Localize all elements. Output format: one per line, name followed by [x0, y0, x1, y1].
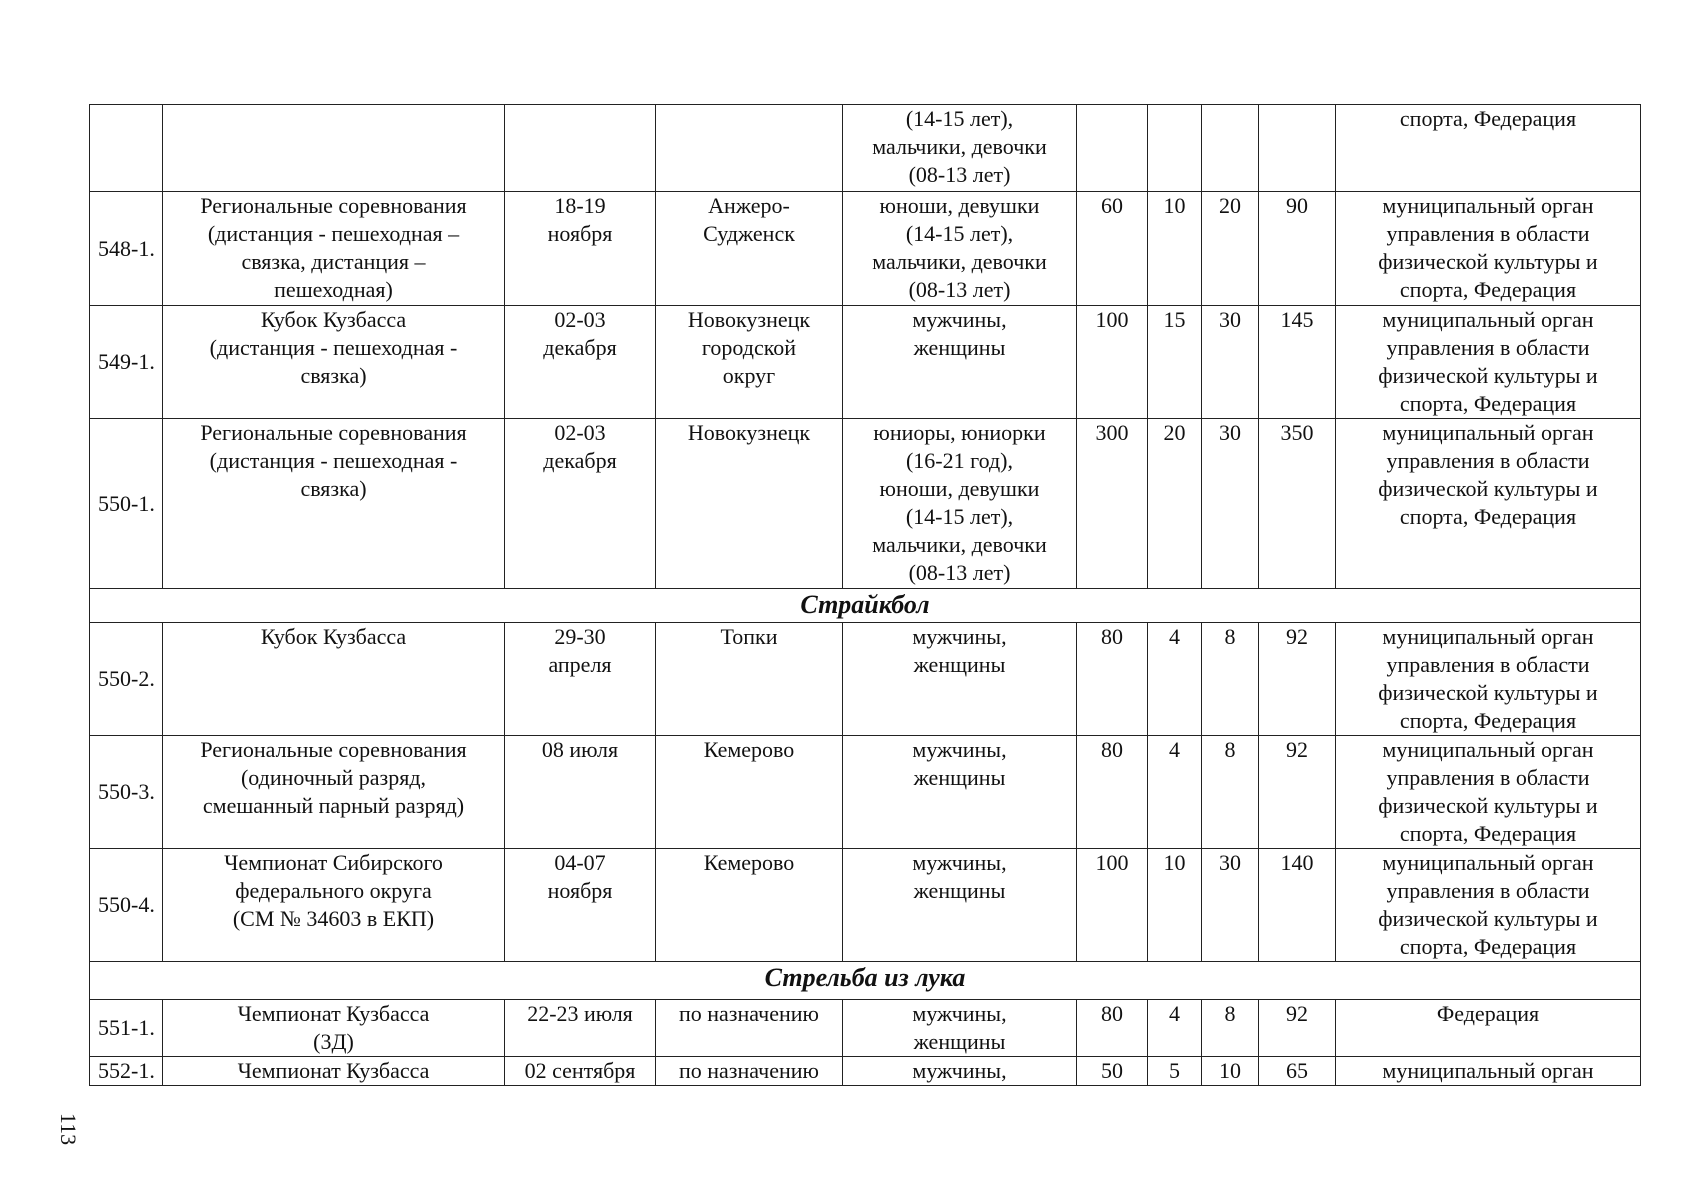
- count-trainers: [1148, 105, 1202, 192]
- event-place: по назначению: [656, 1057, 843, 1086]
- table-row: [90, 849, 1641, 962]
- count-judges: 30: [1202, 419, 1259, 589]
- event-name: Кубок Кузбасса (дистанция - пешеходная - связка): [163, 306, 505, 419]
- events-table: [89, 104, 1641, 1086]
- participant-category: (14-15 лет), мальчики, девочки (08-13 лет): [843, 105, 1077, 192]
- organizer: муниципальный орган: [1336, 1057, 1641, 1086]
- table-body: [90, 105, 1641, 1086]
- row-number: 550-1.: [90, 419, 163, 589]
- count-total: 350: [1259, 419, 1336, 589]
- count-total: [1259, 105, 1336, 192]
- count-total: 65: [1259, 1057, 1336, 1086]
- organizer: муниципальный орган управления в области физической культуры и спорта, Федерация: [1336, 192, 1641, 306]
- count-total: 90: [1259, 192, 1336, 306]
- count-judges: 30: [1202, 306, 1259, 419]
- event-place: Кемерово: [656, 736, 843, 849]
- participant-category: мужчины, женщины: [843, 849, 1077, 962]
- event-date: 02-03 декабря: [505, 306, 656, 419]
- count-trainers: 20: [1148, 419, 1202, 589]
- event-place: Новокузнецк городской округ: [656, 306, 843, 419]
- event-date: 29-30 апреля: [505, 623, 656, 736]
- count-judges: 8: [1202, 623, 1259, 736]
- event-name: [163, 105, 505, 192]
- event-place: Анжеро- Судженск: [656, 192, 843, 306]
- organizer: муниципальный орган управления в области физической культуры и спорта, Федерация: [1336, 736, 1641, 849]
- count-athletes: 80: [1077, 623, 1148, 736]
- count-judges: [1202, 105, 1259, 192]
- organizer: муниципальный орган управления в области физической культуры и спорта, Федерация: [1336, 623, 1641, 736]
- event-name: Региональные соревнования (одиночный разряд, смешанный парный разряд): [163, 736, 505, 849]
- organizer: Федерация: [1336, 1000, 1641, 1057]
- count-trainers: 10: [1148, 849, 1202, 962]
- count-trainers: 10: [1148, 192, 1202, 306]
- count-judges: 20: [1202, 192, 1259, 306]
- table-row: [90, 1000, 1641, 1057]
- row-number: 548-1.: [90, 192, 163, 306]
- event-name: Чемпионат Сибирского федерального округа (СМ № 34603 в ЕКП): [163, 849, 505, 962]
- count-athletes: [1077, 105, 1148, 192]
- event-date: 22-23 июля: [505, 1000, 656, 1057]
- table-row: [90, 306, 1641, 419]
- section-header-row: [90, 589, 1641, 623]
- table-row: [90, 192, 1641, 306]
- count-trainers: 5: [1148, 1057, 1202, 1086]
- participant-category: мужчины, женщины: [843, 306, 1077, 419]
- event-name: Региональные соревнования (дистанция - пешеходная - связка): [163, 419, 505, 589]
- event-name: Чемпионат Кузбасса (3Д): [163, 1000, 505, 1057]
- table-row: [90, 419, 1641, 589]
- count-athletes: 50: [1077, 1057, 1148, 1086]
- table-row: [90, 105, 1641, 192]
- count-trainers: 4: [1148, 736, 1202, 849]
- count-trainers: 15: [1148, 306, 1202, 419]
- participant-category: мужчины, женщины: [843, 1000, 1077, 1057]
- count-athletes: 100: [1077, 306, 1148, 419]
- participant-category: юниоры, юниорки (16-21 год), юноши, девушки (14-15 лет), мальчики, девочки (08-13 лет): [843, 419, 1077, 589]
- event-name: Кубок Кузбасса: [163, 623, 505, 736]
- event-place: Топки: [656, 623, 843, 736]
- count-trainers: 4: [1148, 623, 1202, 736]
- count-total: 92: [1259, 1000, 1336, 1057]
- event-date: 02 сентября: [505, 1057, 656, 1086]
- organizer: муниципальный орган управления в области физической культуры и спорта, Федерация: [1336, 419, 1641, 589]
- event-date: 08 июля: [505, 736, 656, 849]
- event-name: Чемпионат Кузбасса: [163, 1057, 505, 1086]
- table-row: [90, 1057, 1641, 1086]
- count-judges: 8: [1202, 736, 1259, 849]
- section-title: Страйкбол: [90, 589, 1641, 623]
- row-number: 551-1.: [90, 1000, 163, 1057]
- participant-category: мужчины, женщины: [843, 623, 1077, 736]
- participant-category: юноши, девушки (14-15 лет), мальчики, девочки (08-13 лет): [843, 192, 1077, 306]
- organizer: спорта, Федерация: [1336, 105, 1641, 192]
- page-number: 113: [56, 1112, 82, 1146]
- event-place: по назначению: [656, 1000, 843, 1057]
- count-trainers: 4: [1148, 1000, 1202, 1057]
- count-total: 140: [1259, 849, 1336, 962]
- count-total: 92: [1259, 736, 1336, 849]
- count-judges: 8: [1202, 1000, 1259, 1057]
- event-date: 18-19 ноября: [505, 192, 656, 306]
- event-place: Новокузнецк: [656, 419, 843, 589]
- row-number: 550-2.: [90, 623, 163, 736]
- row-number: 552-1.: [90, 1057, 163, 1086]
- count-total: 145: [1259, 306, 1336, 419]
- event-place: Кемерово: [656, 849, 843, 962]
- table-row: [90, 736, 1641, 849]
- event-date: [505, 105, 656, 192]
- count-athletes: 60: [1077, 192, 1148, 306]
- count-athletes: 100: [1077, 849, 1148, 962]
- organizer: муниципальный орган управления в области физической культуры и спорта, Федерация: [1336, 306, 1641, 419]
- event-name: Региональные соревнования (дистанция - пешеходная – связка, дистанция – пешеходная): [163, 192, 505, 306]
- organizer: муниципальный орган управления в области физической культуры и спорта, Федерация: [1336, 849, 1641, 962]
- row-number: 549-1.: [90, 306, 163, 419]
- count-athletes: 300: [1077, 419, 1148, 589]
- count-judges: 10: [1202, 1057, 1259, 1086]
- row-number: 550-4.: [90, 849, 163, 962]
- count-athletes: 80: [1077, 1000, 1148, 1057]
- count-total: 92: [1259, 623, 1336, 736]
- participant-category: мужчины, женщины: [843, 736, 1077, 849]
- section-header-row: [90, 962, 1641, 1000]
- row-number: [90, 105, 163, 192]
- event-date: 02-03 декабря: [505, 419, 656, 589]
- table-row: [90, 623, 1641, 736]
- row-number: 550-3.: [90, 736, 163, 849]
- event-place: [656, 105, 843, 192]
- count-judges: 30: [1202, 849, 1259, 962]
- participant-category: мужчины,: [843, 1057, 1077, 1086]
- section-title: Стрельба из лука: [90, 962, 1641, 1000]
- event-date: 04-07 ноября: [505, 849, 656, 962]
- count-athletes: 80: [1077, 736, 1148, 849]
